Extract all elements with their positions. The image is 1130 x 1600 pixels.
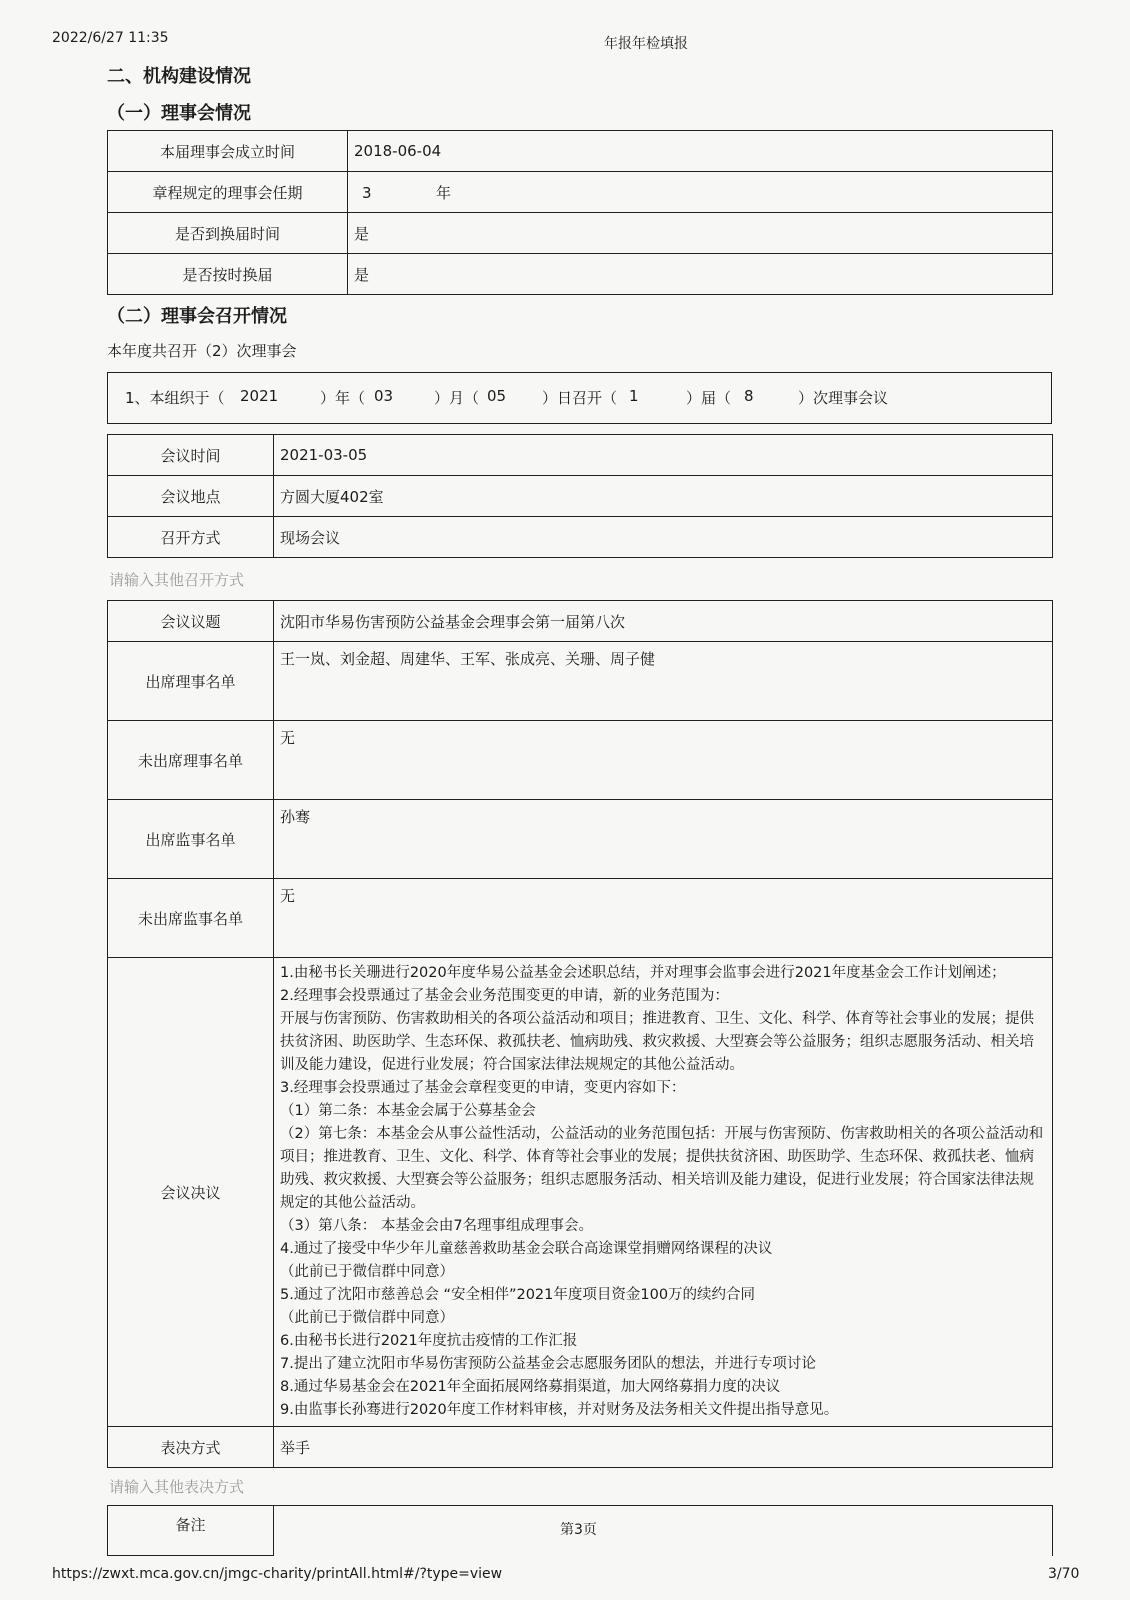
vote-other-input[interactable]: 请输入其他表决方式 [109,1478,245,1496]
absent-supervisors-label: 未出席监事名单 [108,879,274,958]
present-directors-value: 王一岚、刘金超、周建华、王军、张成亮、关珊、周子健 [274,642,1053,721]
resolution-line: 1.由秘书长关珊进行2020年度华易公益基金会述职总结，并对理事会监事会进行2021年度基金会工作计划阐述； [280,965,1006,981]
meeting-method-label: 召开方式 [108,517,274,558]
board-row-value [348,172,1053,213]
board-row-value: 2018-06-04 [348,131,1053,172]
print-url: https://zwxt.mca.gov.cn/jmgc-charity/printAll.html#/?type=view [52,1566,503,1582]
board-row-label: 是否按时换届 [108,254,348,295]
board-row-label: 本届理事会成立时间 [108,131,348,172]
meeting-method-value: 现场会议 [274,517,1053,558]
board-row-value: 是 [348,213,1053,254]
resolution-line: 5.通过了沈阳市慈善总会 “安全相伴”2021年度项目资金100万的续约合同 [280,1287,756,1303]
meeting-year: 2021 [240,387,279,405]
meeting-month-suffix: ）月（ [434,389,480,407]
meeting-line-prefix: 1、本组织于（ [125,389,225,407]
board-row [108,254,1053,295]
resolution-line: （此前已于微信群中同意） [280,1264,454,1280]
resolution-line: 7.提出了建立沈阳市华易伤害预防公益基金会志愿服务团队的想法，并进行专项讨论 [280,1356,816,1372]
meeting-session: 1 [629,387,639,405]
vote-label: 表决方式 [108,1427,274,1468]
board-row-label: 章程规定的理事会任期 [108,172,348,213]
term-value: 3 [362,183,372,202]
meetings-summary: 本年度共召开（2）次理事会 [107,342,297,360]
absent-supervisors-value: 无 [274,879,1053,958]
print-datetime: 2022/6/27 11:35 [52,30,169,46]
resolution-line: 6.由秘书长进行2021年度抗击疫情的工作汇报 [280,1333,578,1349]
meeting-session-suffix: ）届（ [686,389,732,407]
remark-label: 备注 [108,1506,274,1556]
page-number: 第3页 [560,1522,597,1538]
absent-directors-value: 无 [274,721,1053,800]
section-title: 二、机构建设情况 [107,66,251,87]
meeting-topic-label: 会议议题 [108,601,274,642]
board-row-value: 是 [348,254,1053,295]
board-info-table [107,130,1053,295]
board-row [108,131,1053,172]
resolution-line: 3.经理事会投票通过了基金会章程变更的申请，变更内容如下： [280,1080,686,1096]
meeting-count: 8 [744,387,754,405]
resolution-line: 9.由监事长孙骞进行2020年度工作材料审核，并对财务及法务相关文件提出指导意见。 [280,1402,839,1418]
present-supervisors-label: 出席监事名单 [108,800,274,879]
meeting-topic-value: 沈阳市华易伤害预防公益基金会理事会第一届第八次 [274,601,1053,642]
meeting-place-value: 方圆大厦402室 [274,476,1053,517]
remark-value[interactable] [274,1506,1053,1556]
meeting-header-row [107,372,1052,424]
resolution-line: 4.通过了接受中华少年儿童慈善救助基金会联合高途课堂捐赠网络课程的决议 [280,1241,773,1257]
resolution-line: 开展与伤害预防、伤害救助相关的各项公益活动和项目；推进教育、卫生、文化、科学、体育等社会事业的发展；提供扶贫济困、助医助学、生态环保、救孤扶老、恤病助残、救灾救援、大型赛会等公益服务；组织志愿服务活动、相关培训及能力建设，促进行业发展；符合国家法律法规规定的其他公益活动。 [280,1011,1034,1073]
meeting-day-suffix: ）日召开（ [542,389,618,407]
meeting-detail-table-2 [107,600,1053,1468]
meeting-time-value: 2021-03-05 [274,435,1053,476]
meeting-count-suffix: ）次理事会议 [798,389,889,407]
present-supervisors-value: 孙骞 [274,800,1053,879]
resolution-line: （1）第二条：本基金会属于公募基金会 [280,1103,536,1119]
resolution-line: 2.经理事会投票通过了基金会业务范围变更的申请，新的业务范围为： [280,988,729,1004]
resolution-value [274,958,1053,1427]
meeting-day: 05 [487,387,507,405]
board-row-label: 是否到换届时间 [108,213,348,254]
board-row [108,172,1053,213]
board-row [108,213,1053,254]
meeting-month: 03 [374,387,394,405]
method-other-input[interactable]: 请输入其他召开方式 [109,571,245,589]
resolution-line: （此前已于微信群中同意） [280,1310,454,1326]
print-title: 年报年检填报 [604,36,688,52]
print-page-count: 3/70 [1048,1566,1080,1582]
term-unit: 年 [436,183,452,202]
absent-directors-label: 未出席理事名单 [108,721,274,800]
board-info-title: （一）理事会情况 [107,103,251,124]
resolution-line: （2）第七条：本基金会从事公益性活动，公益活动的业务范围包括：开展与伤害预防、伤害救助相关的各项公益活动和项目；推进教育、卫生、文化、科学、体育等社会事业的发展；提供扶贫济困、助医助学、生态环保、救孤扶老、恤病助残、救灾救援、大型赛会等公益服务；组织志愿服务活动、相关培训及能力建设，促进行业发展；符合国家法律法规规定的其他公益活动。 [280,1126,1044,1211]
meeting-year-suffix: ）年（ [320,389,366,407]
meeting-detail-table [107,434,1053,558]
vote-value: 举手 [274,1427,1053,1468]
resolution-label: 会议决议 [108,958,274,1427]
resolution-line: （3）第八条： 本基金会由7名理事组成理事会。 [280,1218,594,1234]
meetings-title: （二）理事会召开情况 [107,306,287,327]
meeting-place-label: 会议地点 [108,476,274,517]
resolution-line: 8.通过华易基金会在2021年全面拓展网络募捐渠道，加大网络募捐力度的决议 [280,1379,781,1395]
present-directors-label: 出席理事名单 [108,642,274,721]
meeting-time-label: 会议时间 [108,435,274,476]
